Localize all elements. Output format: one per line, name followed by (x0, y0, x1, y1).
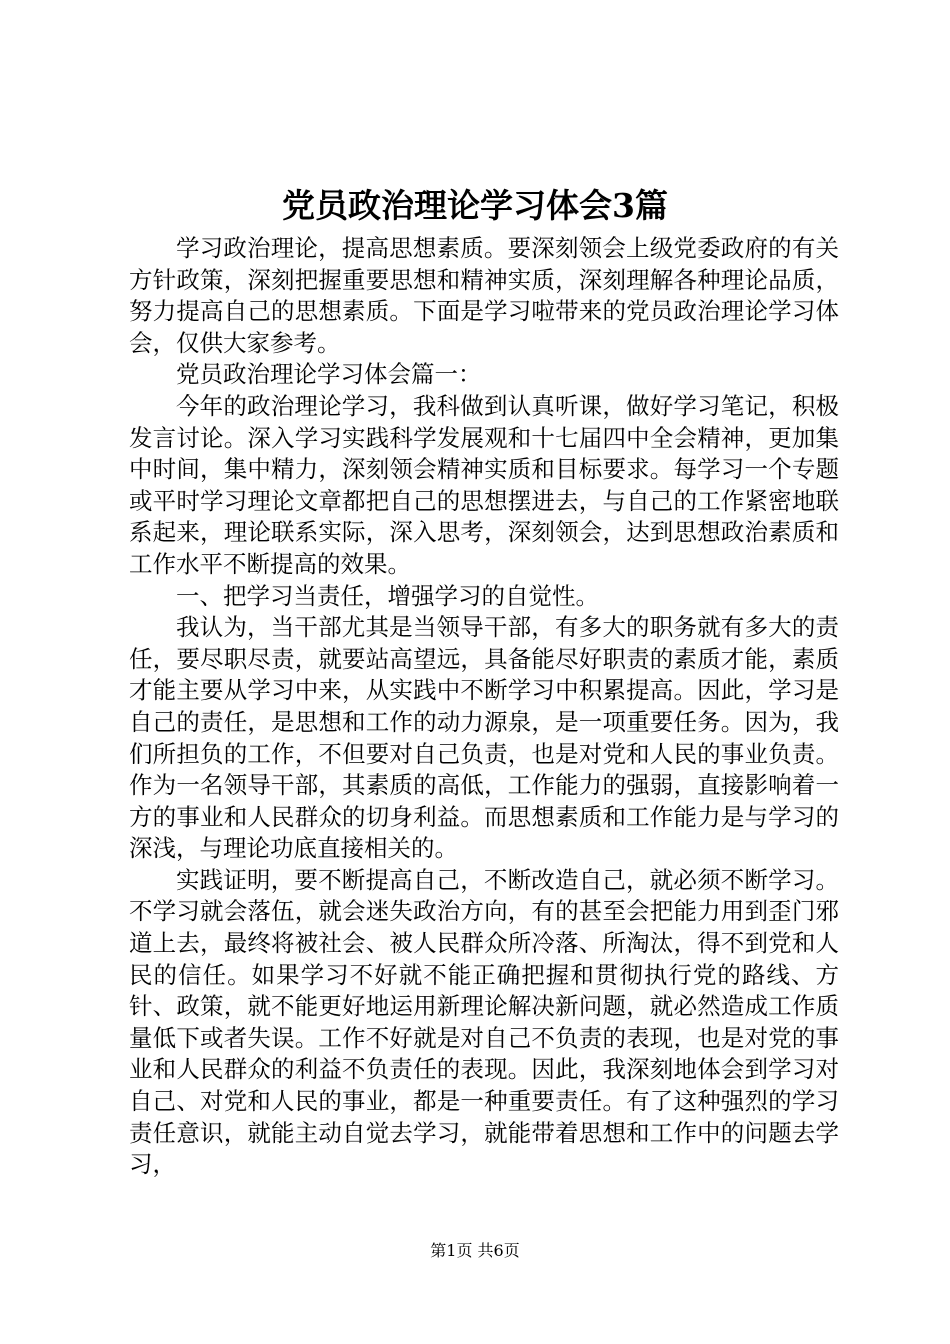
paragraph-intro: 学习政治理论，提高思想素质。要深刻领会上级党委政府的有关方针政策，深刻把握重要思想和精神实质，深刻理解各种理论品质，努力提高自己的思想素质。下面是学习啦带来的党员政治理论学习体会，仅供大家参考。 (129, 234, 839, 357)
document-title: 党员政治理论学习体会3篇 (282, 186, 668, 225)
paragraph-study-summary: 今年的政治理论学习，我科做到认真听课，做好学习笔记，积极发言讨论。深入学习实践科学发展观和十七届四中全会精神，更加集中时间，集中精力，深刻领会精神实质和目标要求。每学习一个专题或平时学习理论文章都把自己的思想摆进去，与自己的工作紧密地联系起来，理论联系实际，深入思考，深刻领会，达到思想政治素质和工作水平不断提高的效果。 (129, 391, 839, 578)
paragraph-practice: 实践证明，要不断提高自己，不断改造自己，就必须不断学习。不学习就会落伍，就会迷失政治方向，有的甚至会把能力用到歪门邪道上去，最终将被社会、被人民群众所冷落、所淘汰，得不到党和人民的信任。如果学习不好就不能正确把握和贯彻执行党的路线、方针、政策，就不能更好地运用新理论解决新问题，就必然造成工作质量低下或者失误。工作不好就是对自己不负责的表现，也是对党的事业和人民群众的利益不负责任的表现。因此，我深刻地体会到学习对自己、对党和人民的事业，都是一种重要责任。有了这种强烈的学习责任意识，就能主动自觉去学习，就能带着思想和工作中的问题去学习， (129, 865, 839, 1179)
page-footer: 第1页 共6页 (430, 1241, 520, 1260)
paragraph-section-heading: 党员政治理论学习体会篇一： (176, 360, 482, 389)
document-body (129, 233, 839, 1181)
paragraph-responsibility: 我认为，当干部尤其是当领导干部，有多大的职务就有多大的责任，要尽职尽责，就要站高望远，具备能尽好职责的素质才能，素质才能主要从学习中来，从实践中不断学习中积累提高。因此，学习是自己的责任，是思想和工作的动力源泉，是一项重要任务。因为，我们所担负的工作，不但要对自己负责，也是对党和人民的事业负责。作为一名领导干部，其素质的高低，工作能力的强弱，直接影响着一方的事业和人民群众的切身利益。而思想素质和工作能力是与学习的深浅，与理论功底直接相关的。 (129, 613, 839, 863)
paragraph-point-heading: 一、把学习当责任，增强学习的自觉性。 (176, 581, 599, 610)
